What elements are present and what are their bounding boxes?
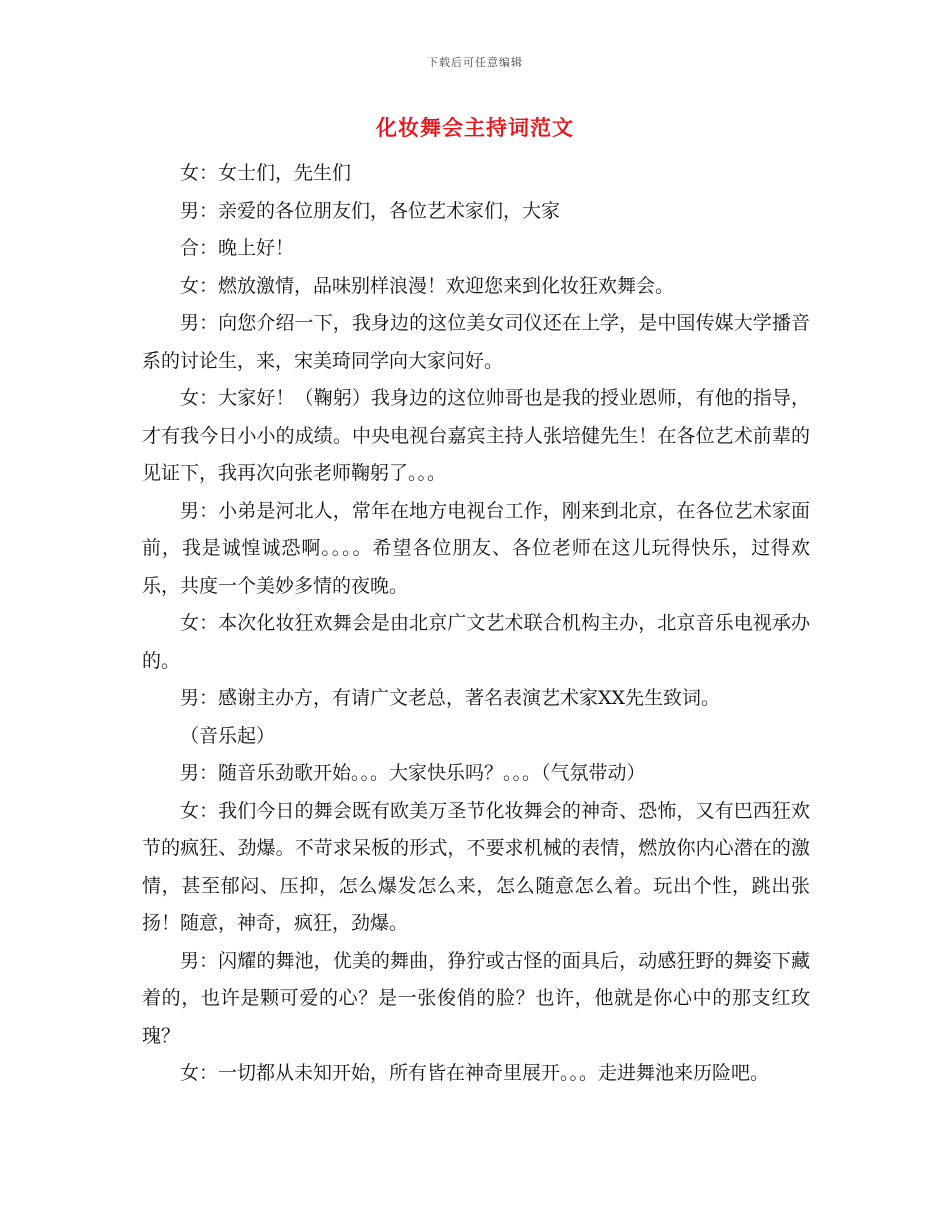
paragraph: 女：我们今日的舞会既有欧美万圣节化妆舞会的神奇、恐怖，又有巴西狂欢节的疯狂、劲爆。不苛求呆板的形式，不要求机械的表情，燃放你内心潜在的激情，甚至郁闷、压抑，怎么爆发怎么来，怎么随意怎么着。玩出个性，跳出张扬！随意，神奇，疯狂，劲爆。 bbox=[142, 799, 810, 934]
paragraph: 女：女士们，先生们 bbox=[180, 162, 352, 184]
paragraph: （音乐起） bbox=[180, 724, 276, 747]
paragraph: 合：晚上好！ bbox=[180, 237, 295, 259]
paragraph: 女：燃放激情，品味别样浪漫！欢迎您来到化妆狂欢舞会。 bbox=[180, 274, 675, 297]
page-header-note: 下载后可任意编辑 bbox=[427, 56, 523, 69]
paragraph: 女：一切都从未知开始，所有皆在神奇里展开。。。走进舞池来历险吧。 bbox=[180, 1062, 770, 1084]
paragraph: 男：随音乐劲歌开始。。。大家快乐吗？。。。（气氛带动） bbox=[180, 762, 646, 784]
paragraph: 男：感谢主办方，有请广文老总，著名表演艺术家XX先生致词。 bbox=[180, 687, 721, 709]
paragraph: 女：大家好！（鞠躬）我身边的这位帅哥也是我的授业恩师，有他的指导，才有我今日小小的成绩。中央电视台嘉宾主持人张培健先生！在各位艺术前辈的见证下，我再次向张老师鞠躬了。。。 bbox=[142, 387, 810, 484]
paragraph: 女：本次化妆狂欢舞会是由北京广文艺术联合机构主办，北京音乐电视承办的。 bbox=[142, 612, 810, 672]
paragraph: 男：闪耀的舞池，优美的舞曲，狰狞或古怪的面具后，动感狂野的舞姿下藏着的，也许是颗可爱的心？是一张俊俏的脸？也许，他就是你心中的那支红玫瑰？ bbox=[142, 949, 810, 1047]
paragraph: 男：小弟是河北人，常年在地方电视台工作，刚来到北京，在各位艺术家面前，我是诚惶诚恐啊。。。。希望各位朋友、各位老师在这儿玩得快乐，过得欢乐，共度一个美妙多情的夜晚。 bbox=[142, 499, 810, 597]
document-body bbox=[142, 155, 810, 1093]
paragraph: 男：向您介绍一下，我身边的这位美女司仪还在上学，是中国传媒大学播音系的讨论生，来，宋美琦同学向大家问好。 bbox=[142, 312, 810, 372]
document-title: 化妆舞会主持词范文 bbox=[376, 115, 574, 140]
paragraph: 男：亲爱的各位朋友们，各位艺术家们，大家 bbox=[180, 199, 561, 222]
